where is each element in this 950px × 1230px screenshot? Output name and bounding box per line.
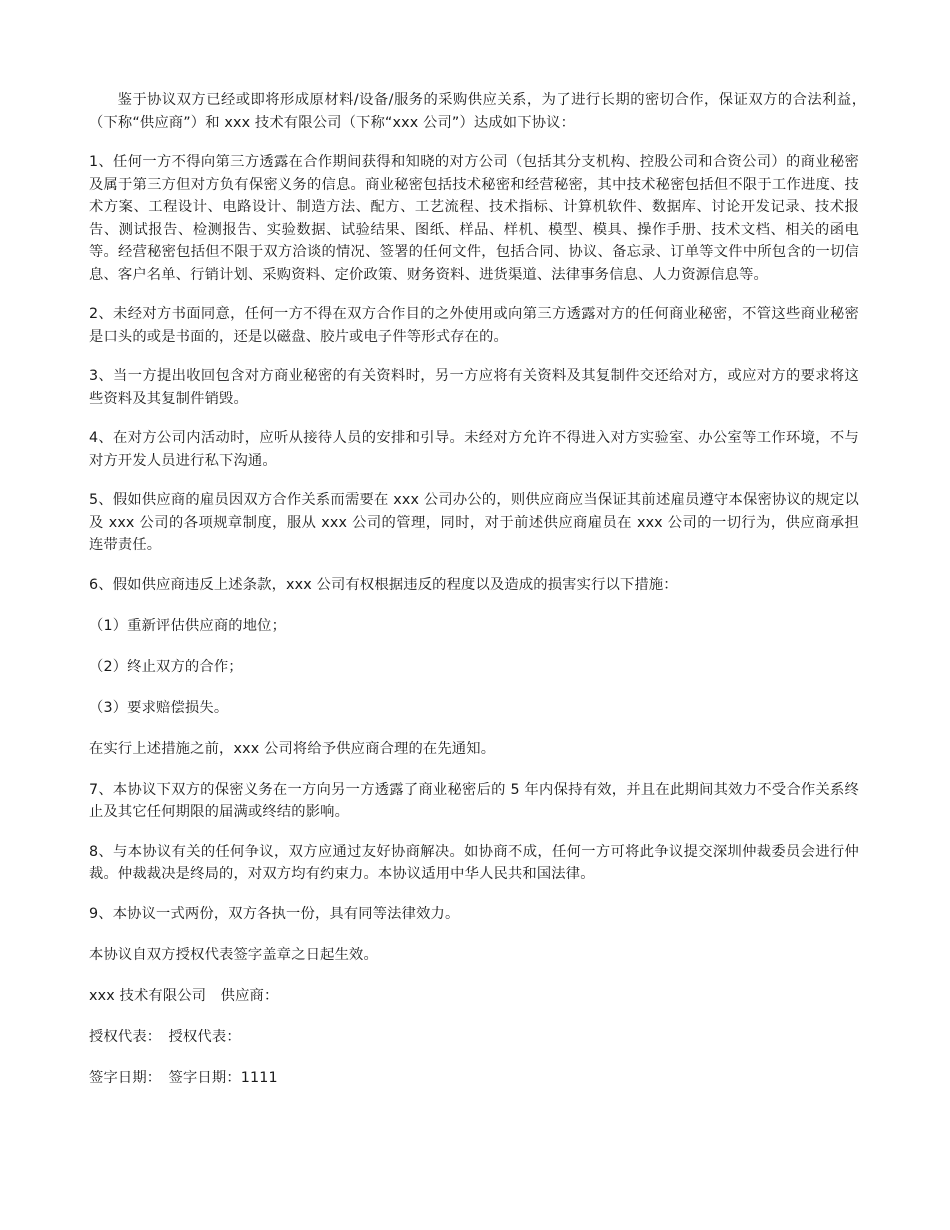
clause-5: 5、假如供应商的雇员因双方合作关系而需要在 xxx 公司办公的，则供应商应当保证其前述雇员遵守本保密协议的规定以及 xxx 公司的各项规章制度，服从 xxx 公司的管理，同时，对于前述供应商雇员在 xxx 公司的一切行为，供应商承担连带责任。 [89,492,859,553]
measure-3: （3）要求赔偿损失。 [89,699,229,716]
intro-paragraph: 鉴于协议双方已经或即将形成原材料/设备/服务的采购供应关系，为了进行长期的密切合作，保证双方的合法利益， （下称“供应商”）和 xxx 技术有限公司（下称“xxx 公司”）达成如下协议： [89,92,874,131]
clause-3: 3、当一方提出收回包含对方商业秘密的有关资料时，另一方应将有关资料及其复制件交还给对方，或应对方的要求将这些资料及其复制件销毁。 [89,368,859,407]
clause-8: 8、与本协议有关的任何争议，双方应通过友好协商解决。如协商不成，任何一方可将此争议提交深圳仲裁委员会进行仲裁。仲裁裁决是终局的，对双方均有约束力。本协议适用中华人民共和国法律。 [89,843,859,882]
measure-1: （1）重新评估供应商的地位； [89,617,287,634]
clause-7: 7、本协议下双方的保密义务在一方向另一方透露了商业秘密后的 5 年内保持有效，并且在此期间其效力不受合作关系终止及其它任何期限的届满或终结的影响。 [89,781,859,820]
clause-1: 1、任何一方不得向第三方透露在合作期间获得和知晓的对方公司（包括其分支机构、控股公司和合资公司）的商业秘密及属于第三方但对方负有保密义务的信息。商业秘密包括技术秘密和经营秘密，其中技术秘密包括但不限于工作进度、技术方案、工程设计、电路设计、制造方法、配方、工艺流程、技术指标、计算机软件、数据库、讨论开发记录、技术报告、测试报告、检测报告、实验数据、试验结果、图纸、样品、样机、模型、模具、操作手册、技术文档、相关的函电等。经营秘密包括但不限于双方洽谈的情况、签署的任何文件，包括合同、协议、备忘录、订单等文件中所包含的一切信息、客户名单、行销计划、采购资料、定价政策、财务资料、进货渠道、法律事务信息、人力资源信息等。 [89,154,859,283]
clause-6: 6、假如供应商违反上述条款，xxx 公司有权根据违反的程度以及造成的损害实行以下措施： [89,576,678,593]
clause-2: 2、未经对方书面同意，任何一方不得在双方合作目的之外使用或向第三方透露对方的任何商业秘密，不管这些商业秘密是口头的或是书面的，还是以磁盘、胶片或电子件等形式存在的。 [89,306,859,345]
measure-2: （2）终止双方的合作； [89,658,243,675]
effective-statement: 本协议自双方授权代表签字盖章之日起生效。 [89,946,378,963]
parties-line: xxx 技术有限公司 供应商： [89,987,279,1004]
representatives-line: 授权代表： 授权代表： [89,1028,241,1045]
sign-date-line: 签字日期： 签字日期：1111 [89,1069,278,1086]
notice-paragraph: 在实行上述措施之前，xxx 公司将给予供应商合理的在先通知。 [89,740,496,757]
clause-9: 9、本协议一式两份，双方各执一份，具有同等法律效力。 [89,905,460,922]
agreement-document [89,89,874,1108]
clause-4: 4、在对方公司内活动时，应听从接待人员的安排和引导。未经对方允许不得进入对方实验室、办公室等工作环境，不与对方开发人员进行私下沟通。 [89,430,859,469]
